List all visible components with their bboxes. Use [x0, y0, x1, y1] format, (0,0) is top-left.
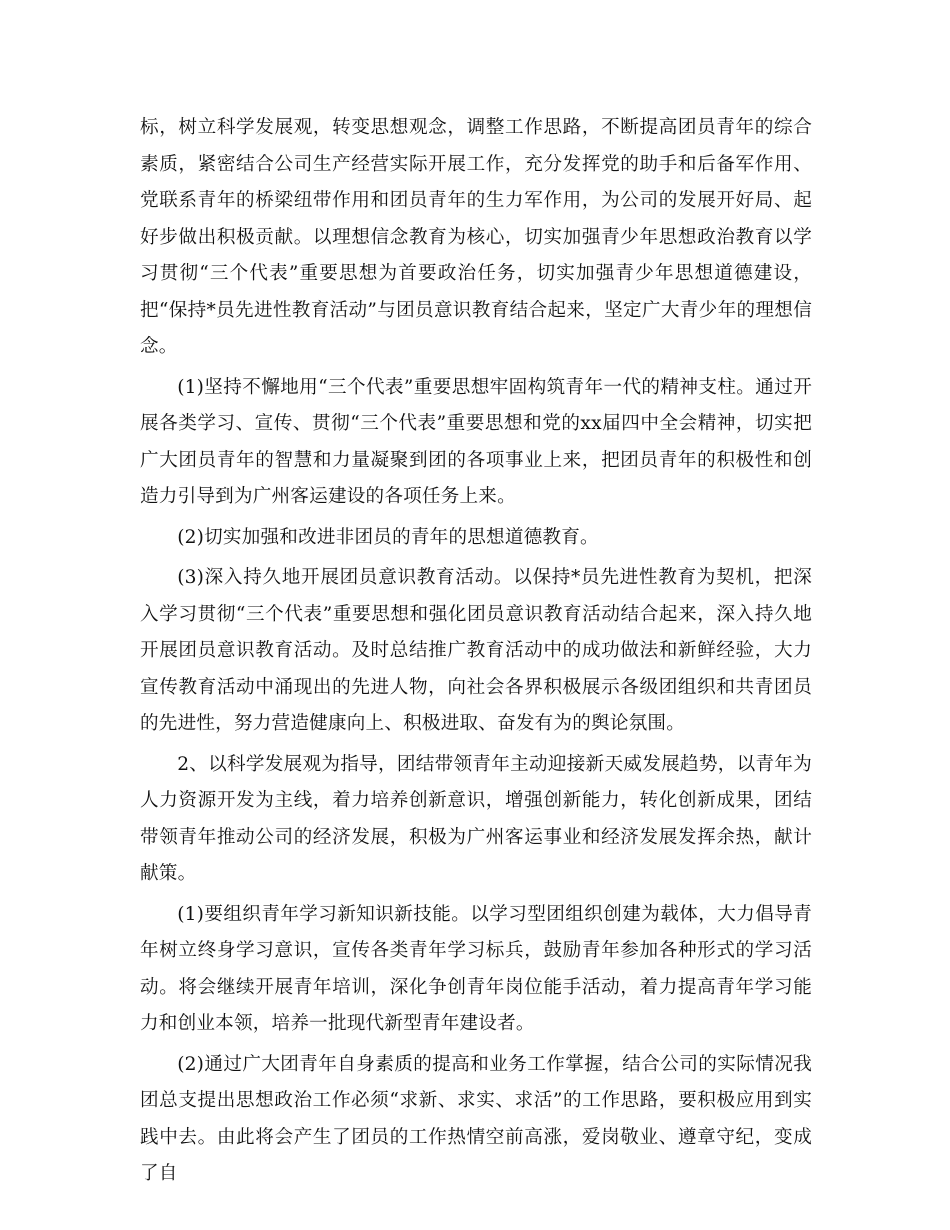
document-body — [140, 110, 812, 1197]
paragraph-6: (1)要组织青年学习新知识新技能。以学习型团组织创建为载体，大力倡导青年树立终身学习意识，宣传各类青年学习标兵，鼓励青年参加各种形式的学习活动。将会继续开展青年培训，深化争创青年岗位能手活动，着力提高青年学习能力和创业本领，培养一批现代新型青年建设者。 — [140, 903, 812, 1034]
paragraph-2: (1)坚持不懈地用“三个代表”重要思想牢固构筑青年一代的精神支柱。通过开展各类学习、宣传、贯彻“三个代表”重要思想和党的xx届四中全会精神，切实把广大团员青年的智慧和力量凝聚到团的各项事业上来，把团员青年的积极性和创造力引导到为广州客运建设的各项任务上来。 — [140, 376, 812, 507]
paragraph-7: (2)通过广大团青年自身素质的提高和业务工作掌握，结合公司的实际情况我团总支提出思想政治工作必须“求新、求实、求活”的工作思路，要积极应用到实践中去。由此将会产生了团员的工作热情空前高涨，爱岗敬业、遵章守纪，变成了自 — [140, 1053, 812, 1184]
paragraph-4: (3)深入持久地开展团员意识教育活动。以保持*员先进性教育为契机，把深入学习贯彻“三个代表”重要思想和强化团员意识教育活动结合起来，深入持久地开展团员意识教育活动。及时总结推广教育活动中的成功做法和新鲜经验，大力宣传教育活动中涌现出的先进人物，向社会各界积极展示各级团组织和共青团员的先进性，努力营造健康向上、积极进取、奋发有为的舆论氛围。 — [140, 567, 812, 734]
paragraph-1: 标，树立科学发展观，转变思想观念，调整工作思路，不断提高团员青年的综合素质，紧密结合公司生产经营实际开展工作，充分发挥党的助手和后备军作用、党联系青年的桥梁纽带作用和团员青年的生力军作用，为公司的发展开好局、起好步做出积极贡献。以理想信念教育为核心，切实加强青少年思想政治教育以学习贯彻“三个代表”重要思想为首要政治任务，切实加强青少年思想道德建设，把“保持*员先进性教育活动”与团员意识教育结合起来，坚定广大青少年的理想信念。 — [140, 117, 812, 357]
paragraph-3: (2)切实加强和改进非团员的青年的思想道德教育。 — [177, 526, 599, 548]
paragraph-5: 2、以科学发展观为指导，团结带领青年主动迎接新天威发展趋势，以青年为人力资源开发为主线，着力培养创新意识，增强创新能力，转化创新成果，团结带领青年推动公司的经济发展，积极为广州客运事业和经济发展发挥余热，献计献策。 — [140, 753, 812, 884]
